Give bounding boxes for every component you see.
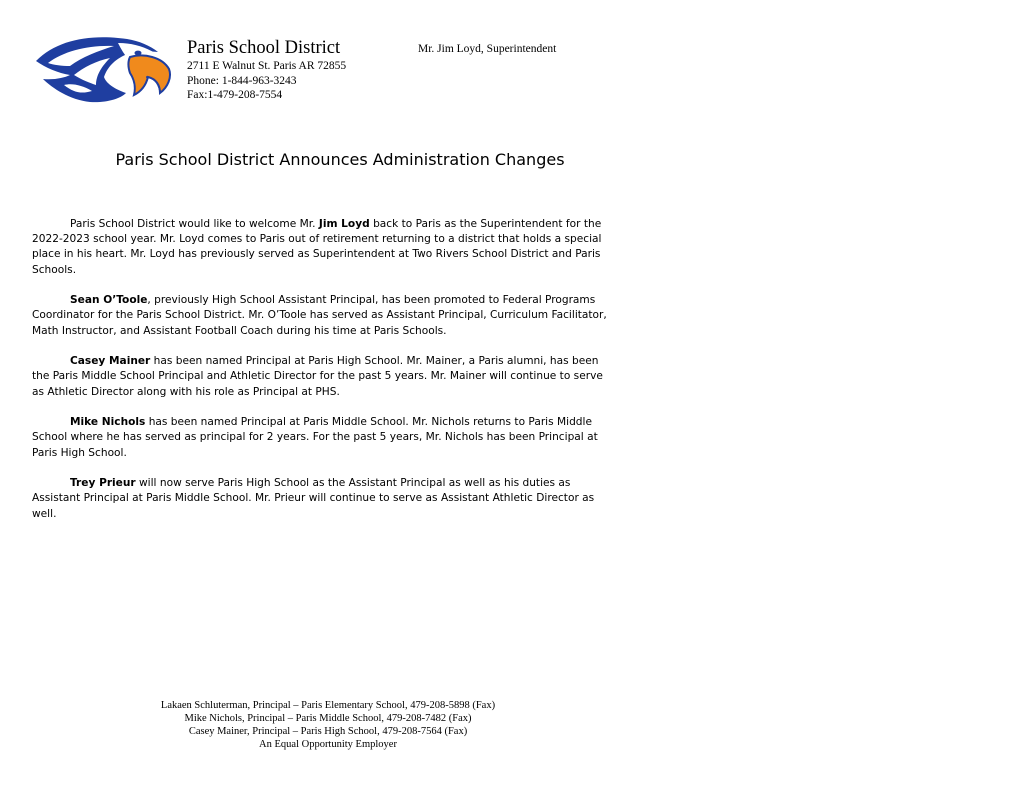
district-name: Paris School District (187, 38, 341, 58)
person-name: Casey Mainer (70, 355, 151, 368)
person-name: Jim Loyd (318, 218, 370, 230)
paragraph-text: will now serve Paris High School as the Assistant Principal as well as his duties as Assistant Principal at Paris Middle School. Mr. Prieur will continue to serve as Assistant Athletic Director as well. (32, 477, 595, 520)
equal-opportunity-line: An Equal Opportunity Employer (259, 739, 397, 750)
superintendent-name: Mr. Jim Loyd, Superintendent (418, 43, 557, 55)
person-name: Mike Nichols (70, 416, 146, 429)
paragraph-text: back to Paris as the Superintendent for the 2022-2023 school year. Mr. Loyd comes to Paris out of retirement returning to a district that holds a special place in his heart. Mr. Loyd has previously served as Superintendent at Two Rivers School District and Paris Schools. (32, 218, 602, 276)
paragraph (32, 293, 610, 339)
footer-line: Lakaen Schluterman, Principal – Paris Elementary School, 479-208-5898 (Fax) (160, 700, 496, 711)
eagle-logo-icon (34, 33, 172, 105)
person-name: Sean O’Toole (70, 294, 148, 307)
footer (130, 699, 526, 751)
announcement-body (32, 217, 610, 537)
paragraph (32, 476, 610, 522)
paragraph-lead: Paris School District would like to welcome Mr. (70, 218, 319, 230)
paragraph-text: , previously High School Assistant Principal, has been promoted to Federal Programs Coordinator for the Paris School District. Mr. O’Toole has served as Assistant Principal, Curriculum Facilitator, Math Instructor, and Assistant Football Coach during his time at Paris Schools. (32, 294, 607, 337)
footer-line: Mike Nichols, Principal – Paris Middle School, 479-208-7482 (Fax) (184, 713, 472, 724)
paragraph (32, 354, 610, 400)
paragraph-text: has been named Principal at Paris Middle School. Mr. Nichols returns to Paris Middle School where he has served as principal for 2 years. For the past 5 years, Mr. Nichols has been Principal at Paris High School. (32, 416, 598, 459)
district-phone: Phone: 1-844-963-3243 (187, 74, 297, 87)
person-name: Trey Prieur (70, 477, 136, 490)
district-fax: Fax:1-479-208-7554 (187, 89, 283, 101)
district-address: 2711 E Walnut St. Paris AR 72855 (187, 60, 347, 72)
paragraph-text: has been named Principal at Paris High School. Mr. Mainer, a Paris alumni, has been the Paris Middle School Principal and Athletic Director for the past 5 years. Mr. Mainer will continue to serve as Athletic Director along with his role as Principal at PHS. (32, 355, 603, 398)
paragraph (32, 217, 610, 278)
page-title: Paris School District Announces Administration Changes (115, 150, 565, 169)
letterhead (187, 37, 346, 103)
footer-line: Casey Mainer, Principal – Paris High School, 479-208-7564 (Fax) (188, 726, 468, 737)
paragraph (32, 415, 610, 461)
